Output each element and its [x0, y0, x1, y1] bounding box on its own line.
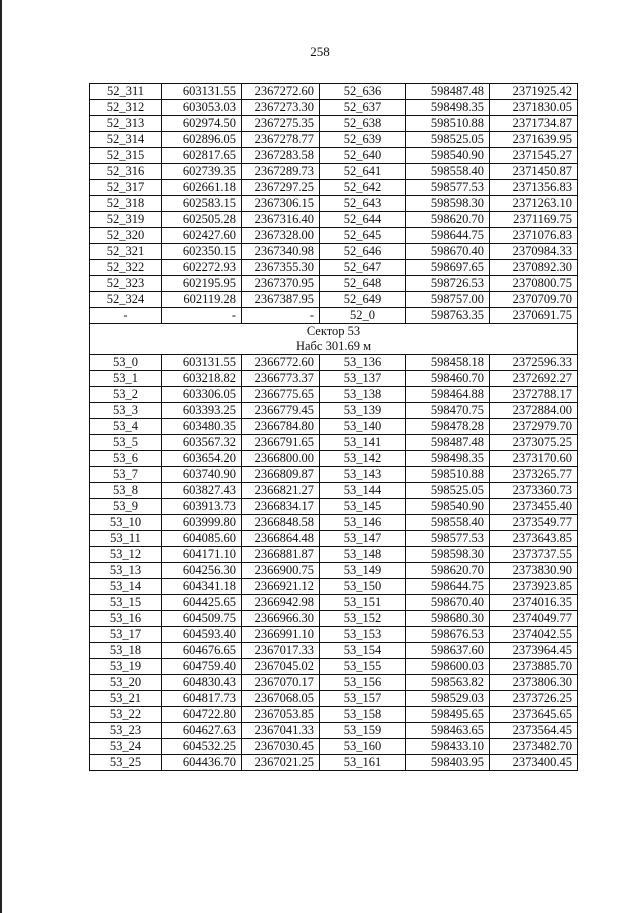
point-id-cell: 52_639: [320, 132, 406, 148]
y-coord-cell: 2366966.30: [242, 611, 320, 627]
table-row: [90, 196, 578, 212]
x-coord-cell: 598670.40: [406, 595, 490, 611]
y-coord-cell: 2372692.27: [490, 371, 578, 387]
y-coord-cell: 2366848.58: [242, 515, 320, 531]
table-row: [90, 531, 578, 547]
y-coord-cell: 2373360.73: [490, 483, 578, 499]
x-coord-cell: 598510.88: [406, 116, 490, 132]
table-row: [90, 148, 578, 164]
y-coord-cell: 2372884.00: [490, 403, 578, 419]
point-id-cell: 52_640: [320, 148, 406, 164]
x-coord-cell: 598558.40: [406, 164, 490, 180]
point-id-cell: 52_319: [90, 212, 162, 228]
y-coord-cell: 2367370.95: [242, 276, 320, 292]
y-coord-cell: 2370800.75: [490, 276, 578, 292]
point-id-cell: 52_313: [90, 116, 162, 132]
x-coord-cell: 602272.93: [162, 260, 242, 276]
point-id-cell: 53_25: [90, 755, 162, 771]
table-row: [90, 132, 578, 148]
point-id-cell: 53_8: [90, 483, 162, 499]
x-coord-cell: 598757.00: [406, 292, 490, 308]
x-coord-cell: 598540.90: [406, 499, 490, 515]
point-id-cell: 52_644: [320, 212, 406, 228]
point-id-cell: 53_15: [90, 595, 162, 611]
point-id-cell: 52_311: [90, 84, 162, 100]
point-id-cell: 53_14: [90, 579, 162, 595]
point-id-cell: 53_147: [320, 531, 406, 547]
table-row: [90, 723, 578, 739]
x-coord-cell: 602119.28: [162, 292, 242, 308]
x-coord-cell: 598464.88: [406, 387, 490, 403]
y-coord-cell: 2367017.33: [242, 643, 320, 659]
point-id-cell: 53_144: [320, 483, 406, 499]
y-coord-cell: 2373482.70: [490, 739, 578, 755]
point-id-cell: 53_160: [320, 739, 406, 755]
point-id-cell: 53_150: [320, 579, 406, 595]
y-coord-cell: 2373645.65: [490, 707, 578, 723]
y-coord-cell: 2367278.77: [242, 132, 320, 148]
point-id-cell: 52_642: [320, 180, 406, 196]
point-id-cell: 53_23: [90, 723, 162, 739]
point-id-cell: 53_145: [320, 499, 406, 515]
x-coord-cell: 598644.75: [406, 228, 490, 244]
sector-53-rows: [90, 355, 578, 771]
x-coord-cell: 598525.05: [406, 132, 490, 148]
point-id-cell: 53_156: [320, 675, 406, 691]
x-coord-cell: 598637.60: [406, 643, 490, 659]
table-row: [90, 627, 578, 643]
point-id-cell: 53_17: [90, 627, 162, 643]
y-coord-cell: 2374016.35: [490, 595, 578, 611]
table-row: [90, 164, 578, 180]
y-coord-cell: 2366942.98: [242, 595, 320, 611]
x-coord-cell: 603827.43: [162, 483, 242, 499]
y-coord-cell: 2373075.25: [490, 435, 578, 451]
x-coord-cell: 598763.35: [406, 308, 490, 324]
x-coord-cell: 598529.03: [406, 691, 490, 707]
table-row: [90, 100, 578, 116]
table-row: [90, 180, 578, 196]
x-coord-cell: 598478.28: [406, 419, 490, 435]
point-id-cell: 52_315: [90, 148, 162, 164]
x-coord-cell: 604676.65: [162, 643, 242, 659]
point-id-cell: 52_638: [320, 116, 406, 132]
x-coord-cell: 598676.53: [406, 627, 490, 643]
table-row: [90, 691, 578, 707]
x-coord-cell: 598487.48: [406, 435, 490, 451]
y-coord-cell: -: [242, 308, 320, 324]
x-coord-cell: 603999.80: [162, 515, 242, 531]
sector-title: Сектор 53: [90, 324, 578, 340]
x-coord-cell: 604436.70: [162, 755, 242, 771]
table-row: [90, 228, 578, 244]
point-id-cell: 53_22: [90, 707, 162, 723]
sector-53-header: [90, 324, 578, 355]
table-row: [90, 611, 578, 627]
x-coord-cell: 598600.03: [406, 659, 490, 675]
x-coord-cell: 602505.28: [162, 212, 242, 228]
x-coord-cell: 598498.35: [406, 100, 490, 116]
x-coord-cell: 598620.70: [406, 563, 490, 579]
x-coord-cell: 598540.90: [406, 148, 490, 164]
point-id-cell: 53_18: [90, 643, 162, 659]
y-coord-cell: 2371450.87: [490, 164, 578, 180]
point-id-cell: 53_16: [90, 611, 162, 627]
table-row: [90, 116, 578, 132]
y-coord-cell: 2373643.85: [490, 531, 578, 547]
table-row: [90, 595, 578, 611]
table-row: [90, 579, 578, 595]
x-coord-cell: 598563.82: [406, 675, 490, 691]
table-row: [90, 403, 578, 419]
x-coord-cell: 598458.18: [406, 355, 490, 371]
y-coord-cell: 2372596.33: [490, 355, 578, 371]
x-coord-cell: 603393.25: [162, 403, 242, 419]
table-row: [90, 563, 578, 579]
point-id-cell: 53_161: [320, 755, 406, 771]
y-coord-cell: 2367273.30: [242, 100, 320, 116]
point-id-cell: 53_21: [90, 691, 162, 707]
point-id-cell: -: [90, 308, 162, 324]
y-coord-cell: 2366775.65: [242, 387, 320, 403]
table-row: [90, 84, 578, 100]
x-coord-cell: 602817.65: [162, 148, 242, 164]
point-id-cell: 53_0: [90, 355, 162, 371]
x-coord-cell: 603567.32: [162, 435, 242, 451]
y-coord-cell: 2366821.27: [242, 483, 320, 499]
y-coord-cell: 2367068.05: [242, 691, 320, 707]
y-coord-cell: 2366791.65: [242, 435, 320, 451]
y-coord-cell: 2373885.70: [490, 659, 578, 675]
point-id-cell: 53_19: [90, 659, 162, 675]
x-coord-cell: 604830.43: [162, 675, 242, 691]
x-coord-cell: 604425.65: [162, 595, 242, 611]
x-coord-cell: 602427.60: [162, 228, 242, 244]
point-id-cell: 52_317: [90, 180, 162, 196]
x-coord-cell: 603740.90: [162, 467, 242, 483]
x-coord-cell: 604532.25: [162, 739, 242, 755]
point-id-cell: 52_320: [90, 228, 162, 244]
y-coord-cell: 2371076.83: [490, 228, 578, 244]
y-coord-cell: 2366772.60: [242, 355, 320, 371]
x-coord-cell: 604722.80: [162, 707, 242, 723]
table-row: [90, 739, 578, 755]
y-coord-cell: 2373170.60: [490, 451, 578, 467]
y-coord-cell: 2370892.30: [490, 260, 578, 276]
x-coord-cell: 602661.18: [162, 180, 242, 196]
x-coord-cell: 603913.73: [162, 499, 242, 515]
x-coord-cell: 604509.75: [162, 611, 242, 627]
y-coord-cell: 2366773.37: [242, 371, 320, 387]
table-row: [90, 451, 578, 467]
point-id-cell: 52_648: [320, 276, 406, 292]
y-coord-cell: 2367355.30: [242, 260, 320, 276]
point-id-cell: 53_149: [320, 563, 406, 579]
y-coord-cell: 2366881.87: [242, 547, 320, 563]
point-id-cell: 53_152: [320, 611, 406, 627]
table-row: [90, 355, 578, 371]
point-id-cell: 52_636: [320, 84, 406, 100]
point-id-cell: 52_645: [320, 228, 406, 244]
y-coord-cell: 2373400.45: [490, 755, 578, 771]
x-coord-cell: 603131.55: [162, 355, 242, 371]
point-id-cell: 53_11: [90, 531, 162, 547]
y-coord-cell: 2374049.77: [490, 611, 578, 627]
table-row: [90, 547, 578, 563]
y-coord-cell: 2366800.00: [242, 451, 320, 467]
table-row: [90, 260, 578, 276]
point-id-cell: 52_646: [320, 244, 406, 260]
table-row: [90, 515, 578, 531]
y-coord-cell: 2367045.02: [242, 659, 320, 675]
y-coord-cell: 2367070.17: [242, 675, 320, 691]
y-coord-cell: 2373455.40: [490, 499, 578, 515]
y-coord-cell: 2374042.55: [490, 627, 578, 643]
point-id-cell: 53_157: [320, 691, 406, 707]
point-id-cell: 52_321: [90, 244, 162, 260]
point-id-cell: 53_140: [320, 419, 406, 435]
table-row: [90, 499, 578, 515]
x-coord-cell: 598670.40: [406, 244, 490, 260]
point-id-cell: 52_641: [320, 164, 406, 180]
x-coord-cell: 604627.63: [162, 723, 242, 739]
x-coord-cell: 598460.70: [406, 371, 490, 387]
y-coord-cell: 2366991.10: [242, 627, 320, 643]
point-id-cell: 52_324: [90, 292, 162, 308]
point-id-cell: 53_13: [90, 563, 162, 579]
y-coord-cell: 2371545.27: [490, 148, 578, 164]
x-coord-cell: 598644.75: [406, 579, 490, 595]
point-id-cell: 53_5: [90, 435, 162, 451]
point-id-cell: 53_24: [90, 739, 162, 755]
coordinates-table: [89, 83, 578, 771]
y-coord-cell: 2366779.45: [242, 403, 320, 419]
y-coord-cell: 2366834.17: [242, 499, 320, 515]
point-id-cell: 53_154: [320, 643, 406, 659]
x-coord-cell: 604341.18: [162, 579, 242, 595]
table-row: [90, 707, 578, 723]
y-coord-cell: 2366921.12: [242, 579, 320, 595]
y-coord-cell: 2366900.75: [242, 563, 320, 579]
x-coord-cell: 598487.48: [406, 84, 490, 100]
x-coord-cell: 598680.30: [406, 611, 490, 627]
y-coord-cell: 2366784.80: [242, 419, 320, 435]
point-id-cell: 53_139: [320, 403, 406, 419]
point-id-cell: 52_316: [90, 164, 162, 180]
x-coord-cell: 602739.35: [162, 164, 242, 180]
point-id-cell: 52_312: [90, 100, 162, 116]
x-coord-cell: 598697.65: [406, 260, 490, 276]
point-id-cell: 52_318: [90, 196, 162, 212]
y-coord-cell: 2367275.35: [242, 116, 320, 132]
x-coord-cell: 602583.15: [162, 196, 242, 212]
page-edge: [0, 0, 2, 913]
y-coord-cell: 2373830.90: [490, 563, 578, 579]
x-coord-cell: 598433.10: [406, 739, 490, 755]
y-coord-cell: 2371734.87: [490, 116, 578, 132]
point-id-cell: 52_637: [320, 100, 406, 116]
y-coord-cell: 2367340.98: [242, 244, 320, 260]
sector-52-rows: [90, 84, 578, 324]
point-id-cell: 53_137: [320, 371, 406, 387]
x-coord-cell: 604085.60: [162, 531, 242, 547]
table-row: [90, 387, 578, 403]
x-coord-cell: 598598.30: [406, 547, 490, 563]
point-id-cell: 53_141: [320, 435, 406, 451]
point-id-cell: 53_138: [320, 387, 406, 403]
y-coord-cell: 2367289.73: [242, 164, 320, 180]
y-coord-cell: 2373265.77: [490, 467, 578, 483]
x-coord-cell: 602195.95: [162, 276, 242, 292]
y-coord-cell: 2373564.45: [490, 723, 578, 739]
y-coord-cell: 2367021.25: [242, 755, 320, 771]
point-id-cell: 52_323: [90, 276, 162, 292]
table-row: [90, 419, 578, 435]
page-number: 258: [310, 44, 330, 59]
table-row: [90, 308, 578, 324]
point-id-cell: 53_6: [90, 451, 162, 467]
y-coord-cell: 2367041.33: [242, 723, 320, 739]
point-id-cell: 53_151: [320, 595, 406, 611]
point-id-cell: 53_136: [320, 355, 406, 371]
y-coord-cell: 2371639.95: [490, 132, 578, 148]
x-coord-cell: 604817.73: [162, 691, 242, 707]
y-coord-cell: 2367306.15: [242, 196, 320, 212]
table-row: [90, 659, 578, 675]
table-row: [90, 675, 578, 691]
point-id-cell: 53_143: [320, 467, 406, 483]
x-coord-cell: 598577.53: [406, 531, 490, 547]
point-id-cell: 53_20: [90, 675, 162, 691]
table-row: [90, 483, 578, 499]
point-id-cell: 53_4: [90, 419, 162, 435]
point-id-cell: 53_9: [90, 499, 162, 515]
point-id-cell: 53_146: [320, 515, 406, 531]
table-row: [90, 435, 578, 451]
point-id-cell: 53_2: [90, 387, 162, 403]
y-coord-cell: 2370984.33: [490, 244, 578, 260]
y-coord-cell: 2367283.58: [242, 148, 320, 164]
point-id-cell: 53_3: [90, 403, 162, 419]
y-coord-cell: 2373726.25: [490, 691, 578, 707]
x-coord-cell: 602974.50: [162, 116, 242, 132]
sector-height: Набс 301.69 м: [90, 339, 578, 355]
x-coord-cell: 598495.65: [406, 707, 490, 723]
table-row: [90, 467, 578, 483]
x-coord-cell: 603480.35: [162, 419, 242, 435]
point-id-cell: 52_643: [320, 196, 406, 212]
x-coord-cell: 598463.65: [406, 723, 490, 739]
x-coord-cell: 603131.55: [162, 84, 242, 100]
y-coord-cell: 2370709.70: [490, 292, 578, 308]
x-coord-cell: -: [162, 308, 242, 324]
x-coord-cell: 598470.75: [406, 403, 490, 419]
x-coord-cell: 602350.15: [162, 244, 242, 260]
x-coord-cell: 603306.05: [162, 387, 242, 403]
table-row: [90, 371, 578, 387]
x-coord-cell: 598598.30: [406, 196, 490, 212]
table-row: [90, 643, 578, 659]
x-coord-cell: 598558.40: [406, 515, 490, 531]
table-row: [90, 755, 578, 771]
y-coord-cell: 2367316.40: [242, 212, 320, 228]
point-id-cell: 53_159: [320, 723, 406, 739]
point-id-cell: 53_148: [320, 547, 406, 563]
y-coord-cell: 2373806.30: [490, 675, 578, 691]
x-coord-cell: 598577.53: [406, 180, 490, 196]
y-coord-cell: 2372979.70: [490, 419, 578, 435]
x-coord-cell: 603218.82: [162, 371, 242, 387]
point-id-cell: 53_1: [90, 371, 162, 387]
point-id-cell: 52_647: [320, 260, 406, 276]
y-coord-cell: 2367053.85: [242, 707, 320, 723]
point-id-cell: 53_10: [90, 515, 162, 531]
y-coord-cell: 2373964.45: [490, 643, 578, 659]
table-row: [90, 212, 578, 228]
table-row: [90, 244, 578, 260]
y-coord-cell: 2367387.95: [242, 292, 320, 308]
y-coord-cell: 2371356.83: [490, 180, 578, 196]
point-id-cell: 52_0: [320, 308, 406, 324]
y-coord-cell: 2367297.25: [242, 180, 320, 196]
y-coord-cell: 2371830.05: [490, 100, 578, 116]
x-coord-cell: 603053.03: [162, 100, 242, 116]
x-coord-cell: 598726.53: [406, 276, 490, 292]
x-coord-cell: 604759.40: [162, 659, 242, 675]
y-coord-cell: 2373737.55: [490, 547, 578, 563]
y-coord-cell: 2371169.75: [490, 212, 578, 228]
y-coord-cell: 2367272.60: [242, 84, 320, 100]
point-id-cell: 52_322: [90, 260, 162, 276]
y-coord-cell: 2373923.85: [490, 579, 578, 595]
x-coord-cell: 604593.40: [162, 627, 242, 643]
x-coord-cell: 598620.70: [406, 212, 490, 228]
y-coord-cell: 2371263.10: [490, 196, 578, 212]
y-coord-cell: 2367328.00: [242, 228, 320, 244]
x-coord-cell: 598498.35: [406, 451, 490, 467]
y-coord-cell: 2367030.45: [242, 739, 320, 755]
y-coord-cell: 2371925.42: [490, 84, 578, 100]
point-id-cell: 53_7: [90, 467, 162, 483]
x-coord-cell: 603654.20: [162, 451, 242, 467]
point-id-cell: 53_153: [320, 627, 406, 643]
point-id-cell: 53_155: [320, 659, 406, 675]
table-row: [90, 292, 578, 308]
y-coord-cell: 2370691.75: [490, 308, 578, 324]
y-coord-cell: 2373549.77: [490, 515, 578, 531]
x-coord-cell: 598403.95: [406, 755, 490, 771]
point-id-cell: 53_142: [320, 451, 406, 467]
point-id-cell: 52_649: [320, 292, 406, 308]
x-coord-cell: 598525.05: [406, 483, 490, 499]
x-coord-cell: 602896.05: [162, 132, 242, 148]
y-coord-cell: 2366864.48: [242, 531, 320, 547]
x-coord-cell: 604256.30: [162, 563, 242, 579]
table-row: [90, 276, 578, 292]
point-id-cell: 53_12: [90, 547, 162, 563]
point-id-cell: 52_314: [90, 132, 162, 148]
point-id-cell: 53_158: [320, 707, 406, 723]
y-coord-cell: 2372788.17: [490, 387, 578, 403]
x-coord-cell: 604171.10: [162, 547, 242, 563]
x-coord-cell: 598510.88: [406, 467, 490, 483]
y-coord-cell: 2366809.87: [242, 467, 320, 483]
